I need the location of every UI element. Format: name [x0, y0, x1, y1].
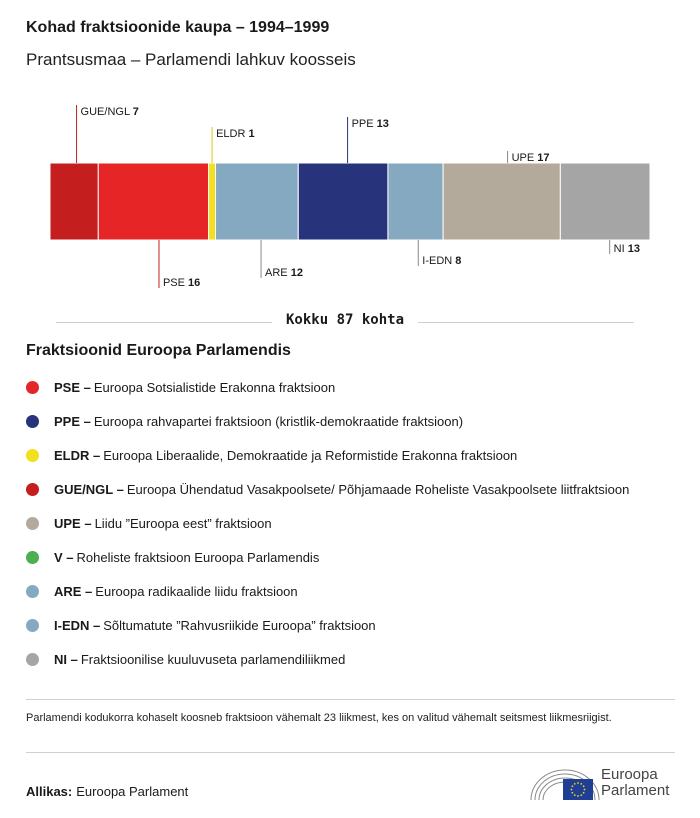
bar-ni	[560, 163, 650, 240]
eu-star-icon	[574, 783, 576, 785]
bar-label-ppe	[352, 118, 389, 130]
european-parliament-hemicycle-icon	[529, 764, 601, 802]
european-parliament-logo	[529, 764, 679, 802]
legend-color-dot-icon	[26, 483, 39, 496]
source-line	[26, 784, 188, 799]
legend-abbreviation: UPE –	[54, 515, 92, 531]
separator-top	[26, 699, 675, 700]
legend-abbreviation: I-EDN –	[54, 617, 101, 633]
bar-ppe	[298, 163, 388, 240]
legend-color-dot-icon	[26, 653, 39, 666]
legend-description: Euroopa Ühendatud Vasakpoolsete/ Põhjamaade Roheliste Vasakpoolsete liitfraktsioon	[126, 481, 630, 497]
legend-abbreviation: ARE –	[54, 583, 93, 599]
eu-star-icon	[580, 783, 582, 785]
bar-label-value: 17	[537, 152, 550, 164]
bar-label-name: PPE	[351, 118, 377, 130]
legend-description: Euroopa rahvapartei fraktsioon (kristlik-demokraatide fraktsioon)	[93, 413, 464, 429]
legend-description: Euroopa radikaalide liidu fraktsioon	[95, 583, 298, 599]
eu-star-icon	[577, 782, 579, 784]
legend-description: Euroopa Sotsialistide Erakonna fraktsioon	[93, 379, 336, 395]
eu-star-icon	[574, 794, 576, 796]
legend-description: Euroopa Liberaalide, Demokraatide ja Reformistide Erakonna fraktsioon	[103, 447, 518, 463]
legend-item	[26, 438, 629, 472]
bar-label-name: PSE	[162, 277, 189, 289]
bar-label-name: ELDR	[216, 128, 249, 140]
legend-color-dot-icon	[26, 585, 39, 598]
legend-abbreviation: GUE/NGL –	[54, 481, 124, 497]
legend-color-dot-icon	[26, 619, 39, 632]
legend-color-dot-icon	[26, 551, 39, 564]
legend-item	[26, 506, 629, 540]
separator-bottom	[26, 752, 675, 753]
bar-label-ni	[614, 243, 640, 255]
total-seats-divider	[56, 312, 634, 334]
legend-description: Sõltumatute ”Rahvusriikide Euroopa” fraktsioon	[103, 617, 376, 633]
bar-label-are	[265, 267, 303, 279]
eu-star-icon	[584, 789, 586, 791]
eu-star-icon	[580, 794, 582, 796]
bar-label-pse	[163, 277, 200, 289]
bar-eldr	[209, 163, 216, 240]
bar-i-edn	[388, 163, 443, 240]
bar-gue-ngl	[50, 163, 98, 240]
bar-label-value: 7	[132, 106, 139, 118]
bar-label-upe	[512, 152, 550, 164]
bar-label-name: ARE	[265, 267, 291, 279]
source-value: Euroopa Parlament	[76, 784, 189, 799]
eu-star-icon	[571, 785, 573, 787]
bar-label-eldr	[216, 128, 255, 140]
bar-pse	[98, 163, 208, 240]
bar-label-value: 13	[376, 118, 389, 130]
bar-label-value: 13	[627, 243, 640, 255]
bar-label-value: 12	[290, 267, 303, 279]
legend-description: Fraktsioonilise kuuluvuseta parlamendiliikmed	[80, 651, 346, 667]
bar-label-name: GUE/NGL	[80, 106, 133, 118]
bar-label-value: 16	[188, 277, 201, 289]
eu-star-icon	[571, 789, 573, 791]
legend-title: Fraktsioonid Euroopa Parlamendis	[26, 342, 291, 359]
bar-label-value: 8	[455, 255, 462, 267]
bar-upe	[443, 163, 560, 240]
legend-color-dot-icon	[26, 415, 39, 428]
eu-star-icon	[571, 792, 573, 794]
bar-label-name: NI	[613, 243, 628, 255]
legend-item	[26, 540, 629, 574]
legend-abbreviation: ELDR –	[54, 447, 101, 463]
legend-item	[26, 370, 629, 404]
legend-abbreviation: NI –	[54, 651, 78, 667]
legend-abbreviation: V –	[54, 549, 74, 565]
logo-line-1: Euroopa	[601, 766, 658, 783]
legend-abbreviation: PPE –	[54, 413, 91, 429]
source-label: Allikas:	[26, 784, 73, 799]
bar-label-name: I-EDN	[422, 255, 456, 267]
legend-color-dot-icon	[26, 449, 39, 462]
legend-item	[26, 642, 629, 676]
legend-item	[26, 608, 629, 642]
logo-text	[601, 767, 669, 799]
bar-are	[216, 163, 299, 240]
logo-line-2: Parlament	[601, 782, 670, 799]
eu-star-icon	[583, 792, 585, 794]
legend-color-dot-icon	[26, 381, 39, 394]
chart-title: Kohad fraktsioonide kaupa – 1994–1999	[26, 19, 330, 36]
total-seats-label: Kokku 87 kohta	[272, 312, 418, 328]
legend-abbreviation: PSE –	[54, 379, 91, 395]
legend-list	[26, 370, 629, 676]
legend-item	[26, 472, 629, 506]
legend-description: Roheliste fraktsioon Euroopa Parlamendis	[76, 549, 320, 565]
eu-star-icon	[583, 785, 585, 787]
legend-item	[26, 574, 629, 608]
seat-distribution-chart	[0, 100, 700, 300]
bar-label-value: 1	[248, 128, 255, 140]
eu-star-icon	[577, 795, 579, 797]
bar-label-name: UPE	[511, 152, 538, 164]
legend-item	[26, 404, 629, 438]
chart-subtitle: Prantsusmaa – Parlamendi lahkuv koosseis	[26, 50, 356, 69]
legend-color-dot-icon	[26, 517, 39, 530]
legend-description: Liidu ”Euroopa eest” fraktsioon	[94, 515, 272, 531]
bar-label-i-edn	[422, 255, 461, 267]
footnote: Parlamendi kodukorra kohaselt koosneb fraktsioon vähemalt 23 liikmest, kes on valitud vähemalt seitsmest liikmesriigist.	[26, 712, 612, 724]
bar-label-gue-ngl	[81, 106, 139, 118]
